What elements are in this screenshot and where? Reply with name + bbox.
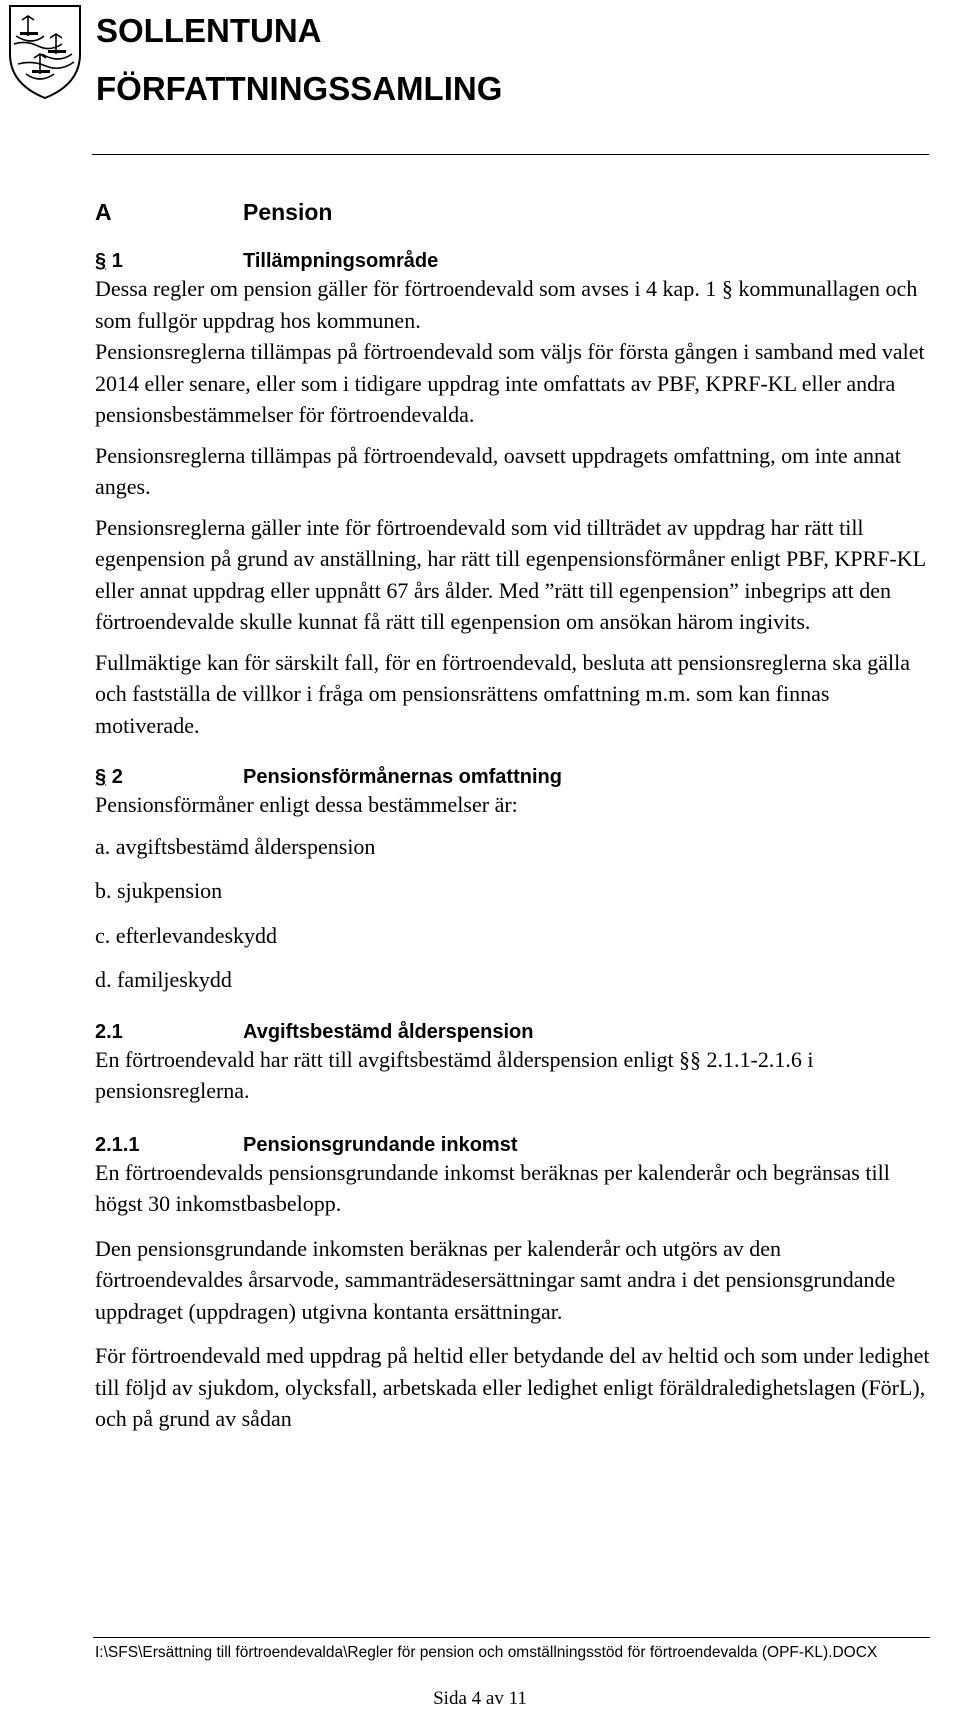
s2-heading <box>95 757 930 789</box>
s21-paragraph-1: En förtroendevald har rätt till avgiftsbestämd ålderspension enligt §§ 2.1.1-2.1.6 i pensionsreglerna. <box>95 1046 814 1103</box>
s211-title: Pensionsgrundande inkomst <box>243 1133 518 1156</box>
page-number: Sida 4 av 11 <box>433 1688 527 1709</box>
header-title <box>96 2 502 118</box>
s21-title: Avgiftsbestämd ålderspension <box>243 1020 534 1043</box>
section-letter: A <box>95 198 112 225</box>
s1-paragraph-5: Fullmäktige kan för särskilt fall, för en förtroendevald, besluta att pensionsreglerna ska gälla och fastställa de villkor i fråga om pensionsrättens omfattning m.m. som kan finnas motiverade. <box>95 649 910 738</box>
document-body <box>95 195 930 1435</box>
paragraph-symbol: § <box>95 766 107 788</box>
s1-number: 1 <box>111 250 123 272</box>
s1-paragraph-1: Dessa regler om pension gäller för förtroendevald som avses i 4 kap. 1 § kommunallagen och som fullgör uppdrag hos kommunen. <box>95 276 918 333</box>
s1-paragraph-2: Pensionsreglerna tillämpas på förtroendevald som väljs för första gången i samband med valet 2014 eller senare, eller som i tidigare uppdrag inte omfattats av PBF, KPRF-KL eller andra pensionsbestämmelser för förtroendevalda. <box>95 339 925 427</box>
s1-heading <box>95 243 930 273</box>
section-title: Pension <box>243 198 333 225</box>
s1-title: Tillämpningsområde <box>243 250 439 272</box>
header-title-line1: SOLLENTUNA <box>96 12 322 49</box>
header-title-line2: FÖRFATTNINGSSAMLING <box>96 70 503 107</box>
list-item: b. sjukpension <box>95 878 223 903</box>
s211-number: 2.1.1 <box>95 1133 140 1156</box>
s2-number: 2 <box>111 766 123 788</box>
section-a-heading <box>95 195 930 229</box>
sollentuna-coat-of-arms-logo <box>6 2 86 102</box>
s2-intro: Pensionsförmåner enligt dessa bestämmelser är: <box>95 792 518 817</box>
s21-heading <box>95 1016 930 1044</box>
s211-paragraph-2: Den pensionsgrundande inkomsten beräknas per kalenderår och utgörs av den förtroendevaldes årsarvode, sammanträdesersättningar samt andra i det pensionsgrundande uppdraget (uppdragen) utgivna kontanta ersättningar. <box>95 1235 896 1324</box>
paragraph-symbol: § <box>95 250 107 272</box>
footer-divider <box>93 1637 930 1638</box>
s211-paragraph-3: För förtroendevald med uppdrag på heltid eller betydande del av heltid och som under ledighet till följd av sjukdom, olycksfall, arbetskada eller ledighet enligt föräldraledighetslagen (FörL), och på grund av sådan <box>95 1343 930 1431</box>
list-item: a. avgiftsbestämd ålderspension <box>95 833 376 859</box>
list-item: d. familjeskydd <box>95 967 232 992</box>
footer-file-path: I:\SFS\Ersättning till förtroendevalda\Regler för pension och omställningsstöd för förtroendevalda (OPF-KL).DOCX <box>95 1644 878 1661</box>
s1-paragraph-4: Pensionsreglerna gäller inte för förtroendevald som vid tillträdet av uppdrag har rätt till egenpension på grund av anställning, har rätt till egenpensionsförmåner enligt PBF, KPRF-KL eller annat uppdrag eller uppnått 67 års ålder. Med ”rätt till egenpension” inbegrips att den förtroendevalde skulle kunnat få rätt till egenpension om ansökan härom ingivits. <box>95 514 926 634</box>
s21-number: 2.1 <box>95 1020 123 1043</box>
s211-paragraph-1: En förtroendevalds pensionsgrundande inkomst beräknas per kalenderår och begränsas till högst 30 inkomstbasbelopp. <box>95 1159 890 1216</box>
s2-title: Pensionsförmånernas omfattning <box>243 766 562 788</box>
s1-paragraph-3: Pensionsreglerna tillämpas på förtroendevald, oavsett uppdragets omfattning, om inte annat anges. <box>95 442 901 499</box>
list-item: c. efterlevandeskydd <box>95 922 278 948</box>
header-divider <box>92 154 929 155</box>
s211-heading <box>95 1131 930 1157</box>
